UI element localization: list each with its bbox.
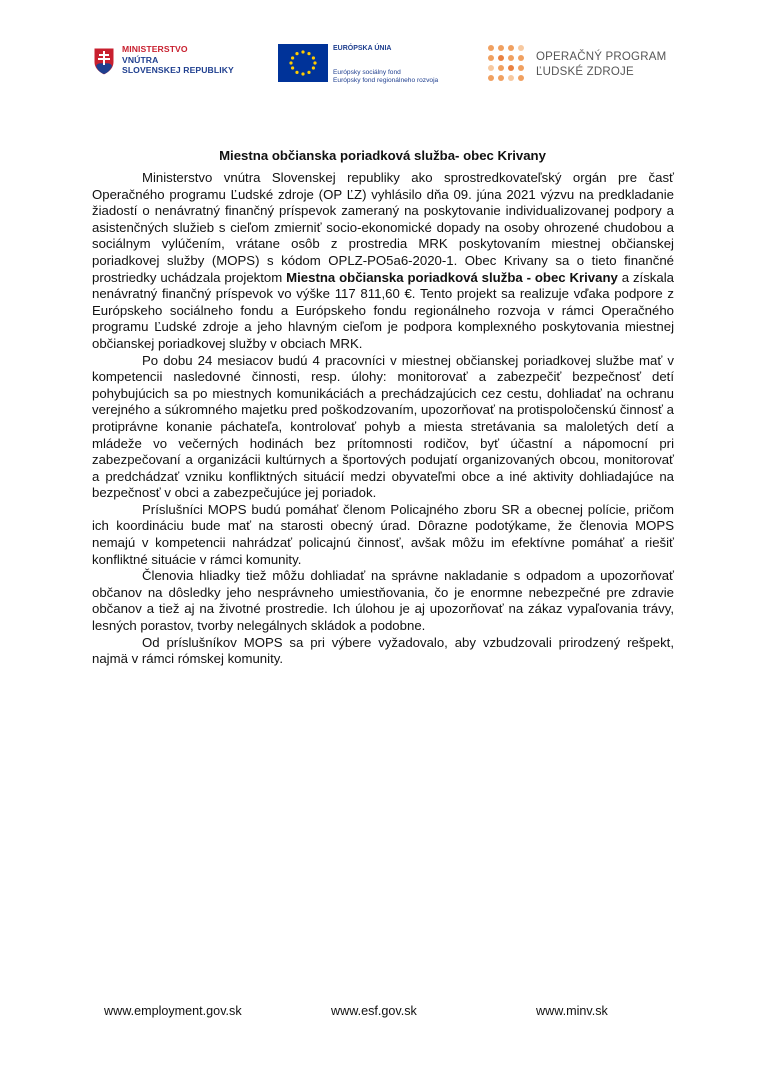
document-title: Miestna občianska poriadková služba- obec Krivany [219,148,546,163]
ministry-logo-line1: MINISTERSTVO [122,44,188,54]
eu-logo [278,40,468,90]
paragraph-3: Príslušníci MOPS budú pomáhať členom Policajného zboru SR a obecnej polície, pričom ich koordináciu bude mať na starosti obecný úrad. Dôrazne podotýkame, že členovia MOPS nemajú v kompetencii nahrádzať policajnú činnosť, avšak môžu im efektívne pomáhať a riešiť konfliktné situácie v rámci komunity. [92,501,674,567]
ministry-logo-line2: VNÚTRA [122,54,159,65]
slovak-coat-of-arms-icon [92,46,116,76]
footer-link-employment[interactable]: www.employment.gov.sk [104,1004,242,1018]
project-name-bold: Miestna občianska poriadková služba - obec Krivany [286,269,618,285]
paragraph-1-text-a: Ministerstvo vnútra Slovenskej republiky ako sprostredkovateľský orgán pre časť Operačného programu Ľudské zdroje (OP ĽZ) vyhlásilo dňa 09. júna 2021 výzvu na predkladanie žiadostí o nenávratný finančný príspevok zameraný na poskytovanie individualizovanej podpory a asistenčných služieb s cieľom zmierniť socio-ekonomické dopady na osoby ohrozené chudobou a sociálnym vylúčením, vrátane osôb z prostredia MRK poskytovaním miestnej občianskej poriadkovej služby (MOPS) s kódom OPLZ-PO5a6-2020-1. Obec Krivany sa o tieto finančné prostriedky uchádzala projektom [92,170,674,285]
page-header [0,40,765,100]
paragraph-5: Od príslušníkov MOPS sa pri výbere vyžadovalo, aby vzbudzovali prirodzený rešpekt, najmä v rámci rómskej komunity. [92,634,674,667]
ministry-logo-line3: SLOVENSKEJ REPUBLIKY [122,65,234,75]
ministry-logo [92,40,252,90]
footer-link-esf[interactable]: www.esf.gov.sk [331,1004,417,1018]
op-dots-icon [486,43,526,83]
op-logo-line2: ĽUDSKÉ ZDROJE [536,66,634,78]
footer-link-minv[interactable]: www.minv.sk [536,1004,608,1018]
paragraph-4: Členovia hliadky tiež môžu dohliadať na správne nakladanie s odpadom a upozorňovať občanov na dôsledky jeho nesprávneho umiestňovania, čo je enormne nebezpečné pre zdravie občanov a tiež aj na životné prostredie. Ich úlohou je aj upozorňovať na zákaz vypaľovania trávy, lesných porastov, tvorby nelegálnych skládok a podobne. [92,568,674,634]
paragraph-1-text-b: a získala nenávratný finančný príspevok vo výške 117 811,60 €. Tento projekt sa realizuje vďaka podpore z Európskeho sociálneho fondu a Európskeho fondu regionálneho rozvoja v rámci Operačného programu Ľudské zdroje a jeho hlavným cieľom je podpora komplexného poskytovania miestnej občianskej poriadkovej služby v obciach MRK. [92,269,674,351]
eu-logo-line2: Európsky fond regionálneho rozvoja [333,77,439,84]
paragraph-1 [92,170,674,353]
eu-logo-line1: Európsky sociálny fond [333,69,401,76]
eu-flag-icon [278,44,328,82]
document-body [92,170,674,668]
op-logo [486,40,686,90]
paragraph-2: Po dobu 24 mesiacov budú 4 pracovníci v miestnej občianskej poriadkovej službe mať v kompetencii nasledovné činnosti, resp. úlohy: monitorovať a zabezpečiť bezpečnosť detí pohybujúcich sa po miestnych komunikáciách a prechádzajúcich cez cestu, dohliadať na ochranu verejného a súkromného majetku pred poškodzovaním, upozorňovať na protispoločenskú činnosť a protiprávne konanie páchateľa, kontrolovať pohyb a miesta stretávania sa maloletých detí a mládeže vo večerných hodinách bez prítomnosti rodičov, byť účastní a nápomocní pri zabezpečovaní a organizácii kultúrnych a športových podujatí organizovaných obcou, monitorovať a predchádzať vzniku konfliktných situácií medzi obyvateľmi obce a iné aktivity dohliadajúce na bezpečnosť v obci a zabezpečujúce jej poriadok. [92,352,674,501]
op-logo-line1: OPERAČNÝ PROGRAM [536,51,667,63]
eu-logo-title: EURÓPSKA ÚNIA [333,45,392,52]
